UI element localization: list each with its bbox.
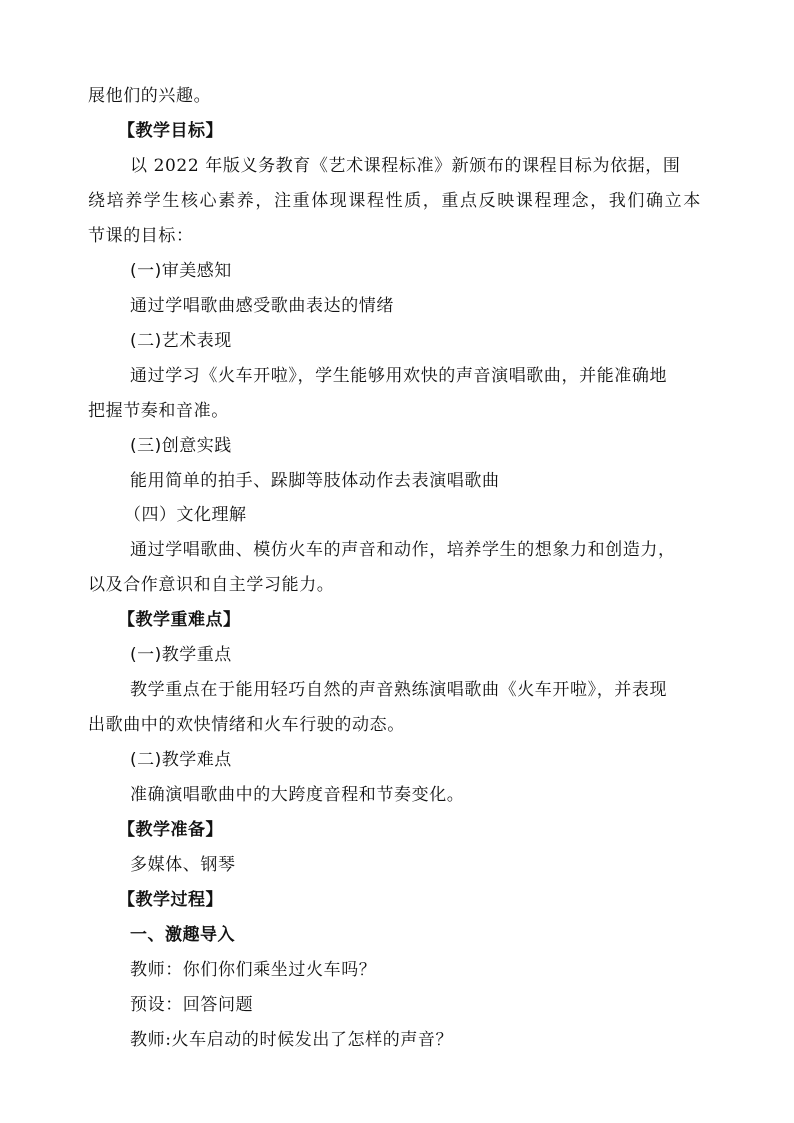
paragraph-line: 通过学唱歌曲感受歌曲表达的情绪 [130, 296, 394, 316]
paragraph-line: 把握节奏和音准。 [88, 401, 229, 421]
section-heading-key-points: 【教学重难点】 [118, 610, 241, 630]
paragraph-line: 多媒体、钢琴 [130, 855, 236, 875]
paragraph-line: 节课的目标： [88, 226, 194, 246]
paragraph-line: 能用简单的拍手、跺脚等肢体动作去表演唱歌曲 [130, 471, 500, 491]
paragraph-line: 通过学习《火车开啦》，学生能够用欢快的声音演唱歌曲，并能准确地 [130, 366, 668, 386]
subheading-artistic-expression: (二)艺术表现 [130, 331, 232, 351]
paragraph-line: 展他们的兴趣。 [88, 86, 212, 106]
section-heading-process: 【教学过程】 [118, 890, 223, 910]
subheading-aesthetic-perception: (一)审美感知 [130, 261, 232, 281]
paragraph-line: 以 2022 年版义务教育《艺术课程标准》新颁布的课程目标为依据，围 [130, 156, 681, 176]
subheading-difficult-point: (二)教学难点 [130, 750, 232, 770]
subheading-key-point: (一)教学重点 [130, 645, 232, 665]
paragraph-line: 以及合作意识和自主学习能力。 [88, 575, 335, 595]
subheading-introduction: 一、激趣导入 [130, 925, 235, 945]
paragraph-line: 出歌曲中的欢快情绪和火车行驶的动态。 [88, 715, 405, 735]
paragraph-line: 预设：回答问题 [130, 995, 254, 1015]
paragraph-line: 通过学唱歌曲、模仿火车的声音和动作，培养学生的想象力和创造力， [130, 540, 676, 560]
paragraph-line: 准确演唱歌曲中的大跨度音程和节奏变化。 [130, 785, 465, 805]
paragraph-line: 绕培养学生核心素养，注重体现课程性质，重点反映课程理念，我们确立本 [88, 191, 702, 211]
paragraph-line: 教师：你们你们乘坐过火车吗？ [130, 960, 377, 980]
paragraph-line: 教师:火车启动的时候发出了怎样的声音？ [130, 1030, 454, 1050]
section-heading-preparation: 【教学准备】 [118, 820, 223, 840]
subheading-creative-practice: (三)创意实践 [130, 436, 232, 456]
section-heading-objectives: 【教学目标】 [118, 121, 223, 141]
subheading-cultural-understanding: （四）文化理解 [124, 505, 247, 525]
paragraph-line: 教学重点在于能用轻巧自然的声音熟练演唱歌曲《火车开啦》，并表现 [130, 680, 668, 700]
